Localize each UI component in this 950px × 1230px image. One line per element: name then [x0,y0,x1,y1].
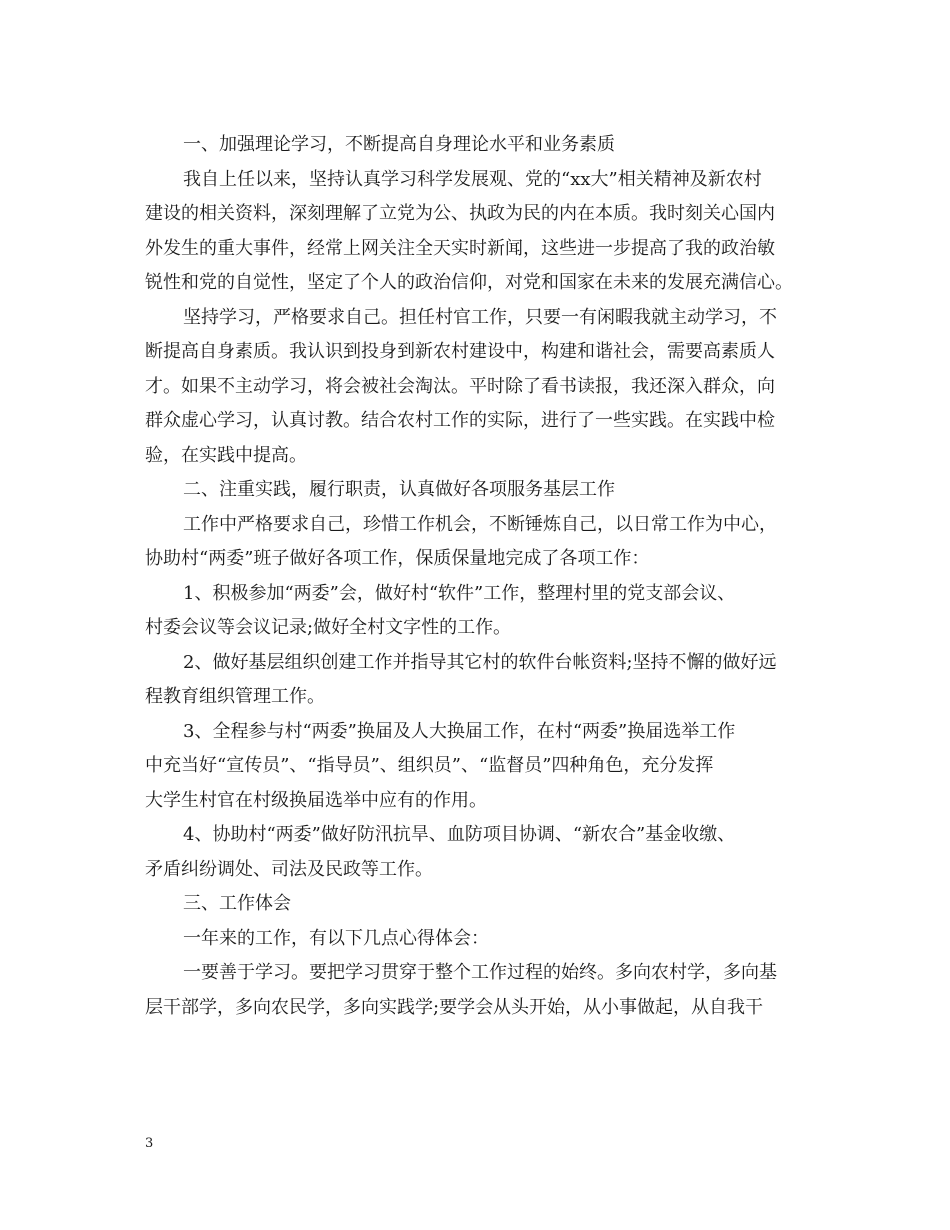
text-line: 一要善于学习。要把学习贯穿于整个工作过程的始终。多向农村学，多向基 [183,962,777,983]
text-line: 验，在实践中提高。 [145,444,307,466]
text-line: 建设的相关资料，深刻理解了立党为公、执政为民的内在本质。我时刻关心国内 [145,203,775,224]
text-line: 中充当好“宣传员”、“指导员”、组织员”、“监督员”四种角色，充分发挥 [145,755,714,776]
text-line: 断提高自身素质。我认识到投身到新农村建设中，构建和谐社会，需要高素质人 [145,341,775,362]
text-line: 2、做好基层组织创建工作并指导其它村的软件台帐资料;坚持不懈的做好远 [183,651,777,673]
text-line: 锐性和党的自觉性，坚定了个人的政治信仰，对党和国家在未来的发展充满信心。 [145,272,793,293]
text-line: 协助村“两委”班子做好各项工作，保质保量地完成了各项工作： [145,548,650,569]
text-line: 才。如果不主动学习，将会被社会淘汰。平时除了看书读报，我还深入群众，向 [145,375,775,397]
page-number: 3 [145,1136,154,1151]
text-line: 我自上任以来，坚持认真学习科学发展观、党的“xx大”相关精神及新农村 [183,168,762,190]
text-line: 4、协助村“两委”做好防汛抗旱、血防项目协调、“新农合”基金收缴、 [183,824,736,845]
text-line: 坚持学习，严格要求自己。担任村官工作，只要一有闲暇我就主动学习，不 [183,306,777,328]
text-line: 3、全程参与村“两委”换届及人大换届工作，在村“两委”换届选举工作 [183,720,736,742]
text-line: 三、工作体会 [183,893,291,914]
text-line: 工作中严格要求自己，珍惜工作机会，不断锤炼自己，以日常工作为中心， [183,513,777,535]
text-line: 外发生的重大事件，经常上网关注全天实时新闻，这些进一步提高了我的政治敏 [145,237,775,259]
document-body [145,128,815,1025]
text-line: 1、积极参加“两委”会，做好村“软件”工作，整理村里的党支部会议、 [183,582,736,604]
text-line: 程教育组织管理工作。 [145,686,325,707]
text-line: 群众虚心学习，认真讨教。结合农村工作的实际，进行了一些实践。在实践中检 [145,410,775,431]
text-line: 二、注重实践，履行职责，认真做好各项服务基层工作 [183,479,615,500]
text-line: 矛盾纠纷调处、司法及民政等工作。 [145,858,433,880]
text-line: 村委会议等会议记录;做好全村文字性的工作。 [145,617,512,638]
text-line: 层干部学，多向农民学，多向实践学;要学会从头开始，从小事做起，从自我干 [145,996,764,1018]
text-line: 一、加强理论学习，不断提高自身理论水平和业务素质 [183,134,615,155]
text-line: 一年来的工作，有以下几点心得体会： [183,927,489,949]
text-line: 大学生村官在村级换届选举中应有的作用。 [145,789,487,811]
